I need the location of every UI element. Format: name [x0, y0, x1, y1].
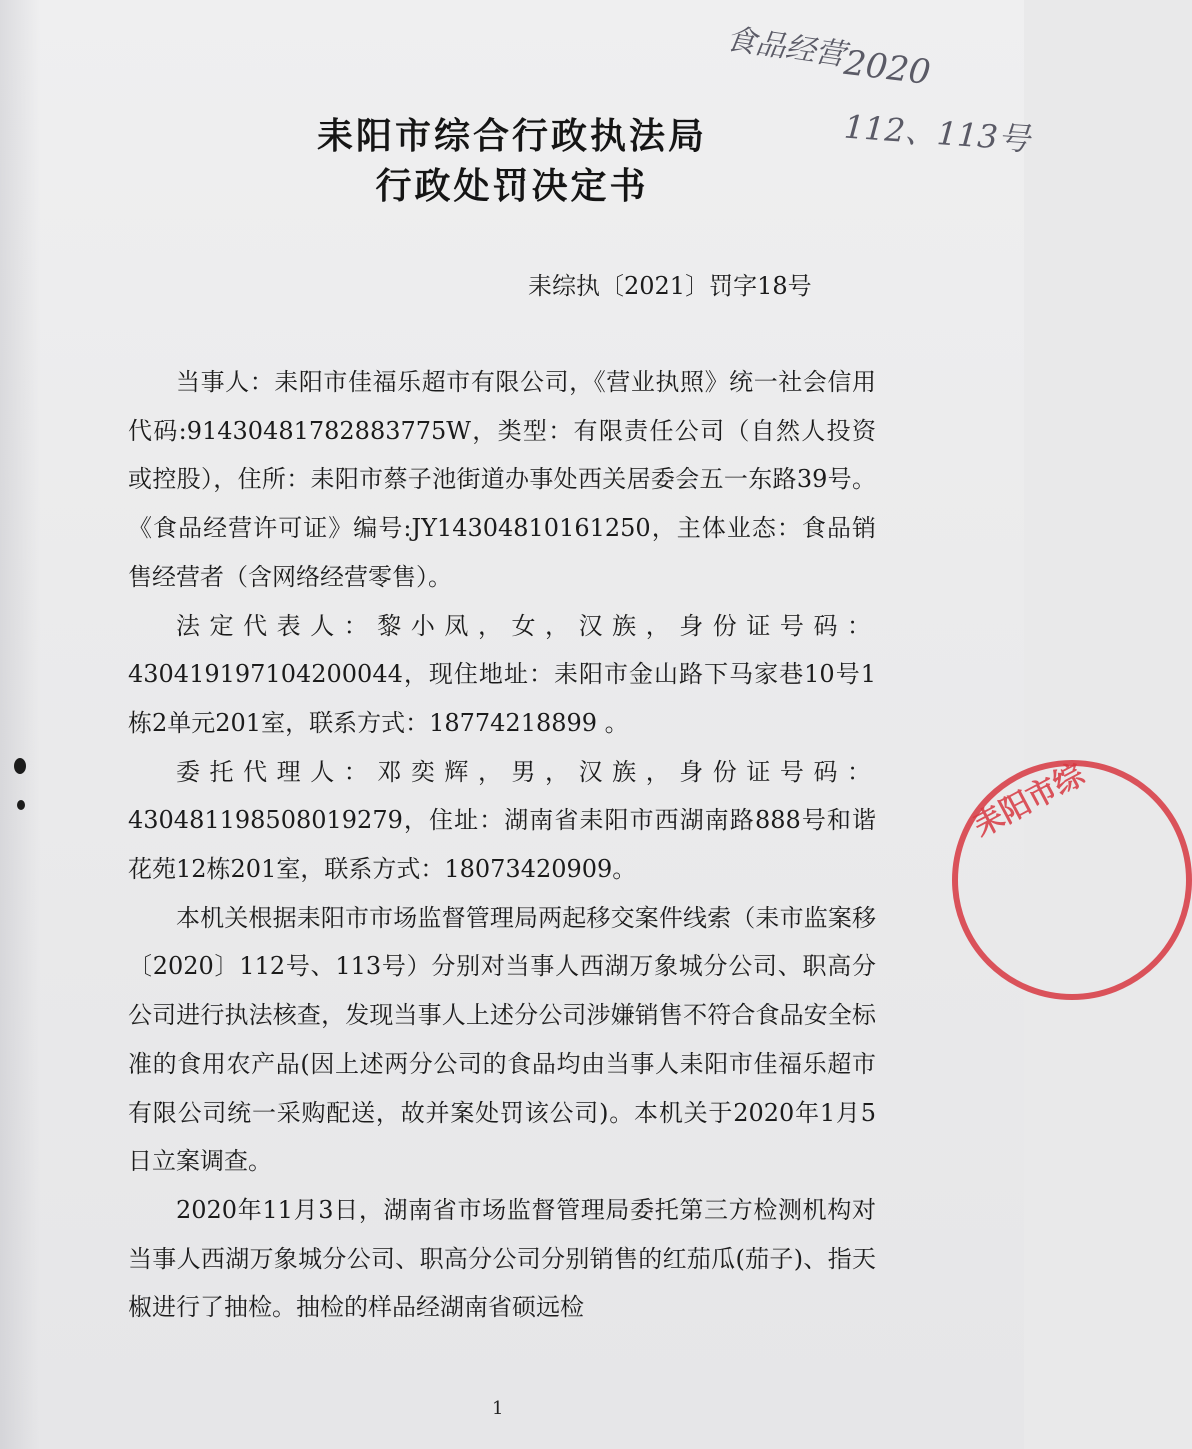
document-number: 耒综执〔2021〕罚字18号: [528, 272, 812, 300]
binding-hole-mark: [14, 758, 26, 774]
page-edge-shadow: [0, 0, 40, 1449]
agent-paragraph: [128, 748, 876, 894]
agent-details: 430481198508019279，住址：湖南省耒阳市西湖南路888号和谐花苑12栋201室，联系方式：18073420909。: [128, 806, 876, 884]
handwritten-note-case-numbers: 112、113号: [842, 107, 1032, 159]
case-origin-paragraph: 本机关根据耒阳市市场监督管理局两起移交案件线索（耒市监案移〔2020〕112号、113号）分别对当事人西湖万象城分公司、职高分公司进行执法核查，发现当事人上述分公司涉嫌销售不符合食品安全标准的食用农产品(因上述两分公司的食品均由当事人耒阳市佳福乐超市有限公司统一采购配送，故并案处罚该公司)。本机关于2020年1月5日立案调查。: [128, 903, 876, 1176]
document-body: [128, 358, 876, 1332]
page-number: 1: [492, 1398, 504, 1419]
binding-hole-mark: [17, 800, 25, 810]
official-seal-text: 耒阳市综: [967, 757, 1091, 845]
agent-label: 委托代理人：邓奕辉，男，汉族，身份证号码：: [176, 757, 876, 786]
document-title-agency: 耒阳市综合行政执法局: [316, 116, 707, 157]
document-title-type: 行政处罚决定书: [375, 166, 649, 207]
legal-representative-label: 法定代表人：黎小凤，女，汉族，身份证号码：: [176, 611, 876, 640]
legal-representative-paragraph: [128, 602, 876, 748]
handwritten-note-category: 食品经营: [723, 21, 848, 74]
legal-representative-details: 430419197104200044，现住地址：耒阳市金山路下马家巷10号1栋2单元201室，联系方式：18774218899 。: [128, 660, 876, 737]
inspection-paragraph: 2020年11月3日，湖南省市场监督管理局委托第三方检测机构对当事人西湖万象城分公司、职高分公司分别销售的红茄瓜(茄子)、指天椒进行了抽检。抽检的样品经湖南省硕远检: [128, 1195, 876, 1322]
handwritten-note-year: 2020: [841, 42, 933, 94]
party-info-paragraph: 当事人：耒阳市佳福乐超市有限公司，《营业执照》统一社会信用代码:91430481782883775W，类型：有限责任公司（自然人投资或控股），住所：耒阳市蔡子池街道办事处西关居委会五一东路39号。《食品经营许可证》编号:JY14304810161250，主体业态：食品销售经营者（含网络经营零售）。: [128, 368, 876, 591]
